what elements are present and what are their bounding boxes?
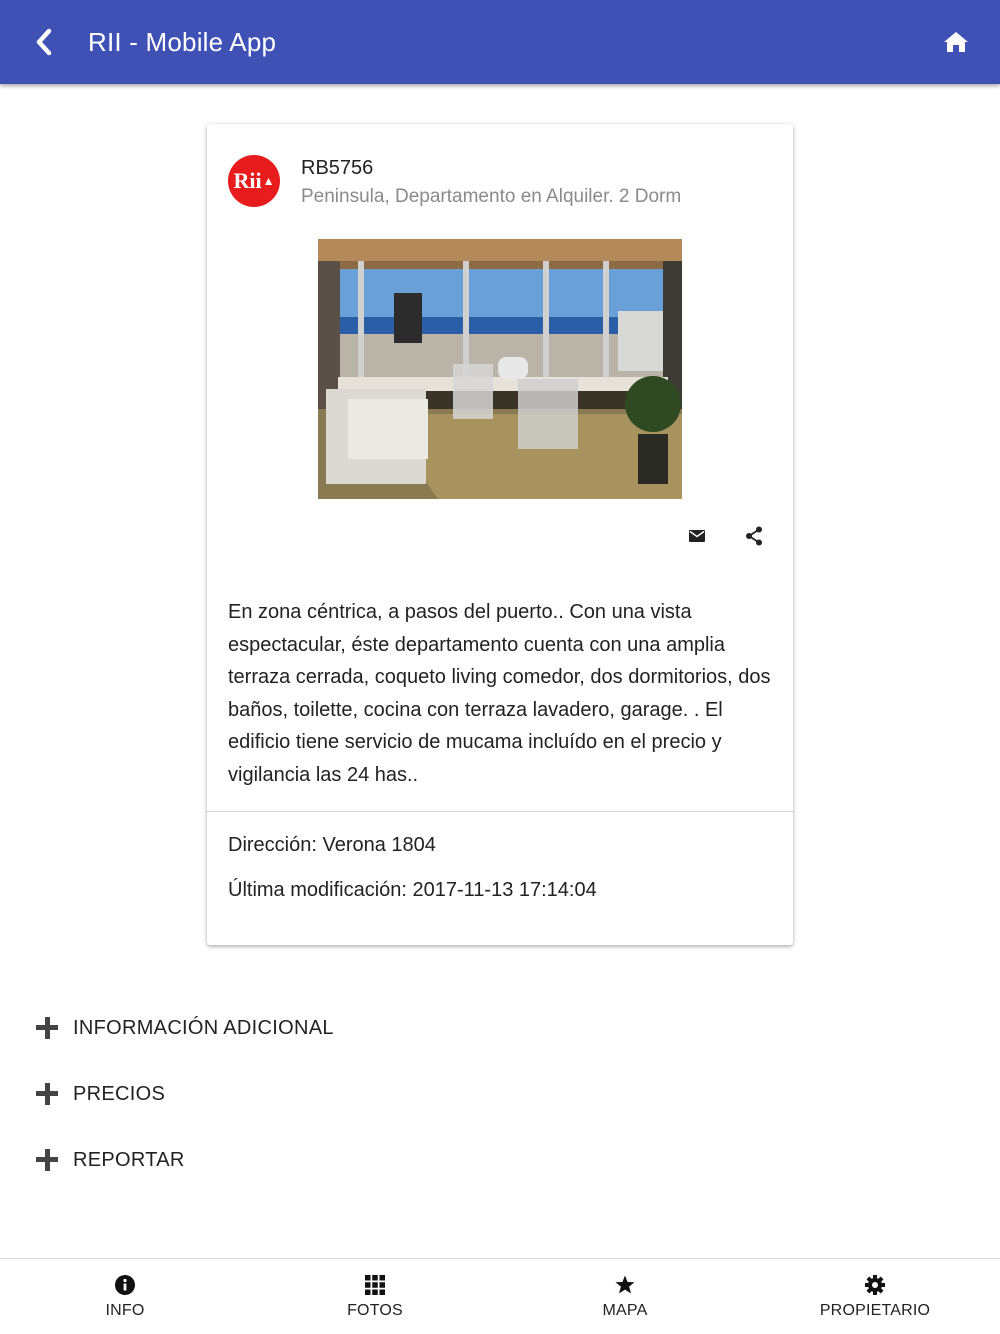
accordion-label: INFORMACIÓN ADICIONAL bbox=[73, 1016, 334, 1039]
star-icon bbox=[615, 1275, 635, 1295]
mail-icon bbox=[689, 530, 705, 542]
tab-label: FOTOS bbox=[347, 1302, 403, 1319]
tab-label: INFO bbox=[105, 1302, 145, 1319]
tab-label: MAPA bbox=[602, 1302, 648, 1319]
plus-icon bbox=[36, 1017, 58, 1039]
card-header bbox=[228, 155, 681, 208]
tab-mapa[interactable] bbox=[500, 1259, 750, 1334]
accordion-label: PRECIOS bbox=[73, 1082, 166, 1105]
tab-info[interactable] bbox=[0, 1259, 250, 1334]
plus-icon bbox=[36, 1149, 58, 1171]
info-icon bbox=[115, 1275, 135, 1295]
listing-address: Dirección: Verona 1804 bbox=[228, 834, 436, 856]
app-title: RII - Mobile App bbox=[88, 26, 277, 57]
logo-text: Rii bbox=[233, 168, 262, 193]
accordion-reportar[interactable] bbox=[36, 1145, 185, 1175]
avatar bbox=[228, 155, 280, 207]
listing-code: RB5756 bbox=[301, 157, 374, 179]
listing-description: En zona céntrica, a pasos del puerto.. Con una vista espectacular, éste departamento cuenta con una amplia terraza cerrada, coqueto living comedor, dos dormitorios, dos baños, toilette, cocina con terraza lavadero, garage. . El edificio tiene servicio de mucama incluído en el precio y vigilancia las 24 has.. bbox=[228, 601, 771, 786]
accordion-informacion-adicional[interactable] bbox=[36, 1013, 334, 1043]
tab-propietario[interactable] bbox=[750, 1259, 1000, 1334]
listing-subtitle: Peninsula, Departamento en Alquiler. 2 Dorm bbox=[301, 186, 682, 207]
share-icon bbox=[745, 526, 763, 546]
home-icon bbox=[943, 31, 969, 53]
listing-photo[interactable] bbox=[318, 239, 682, 499]
share-button[interactable] bbox=[740, 522, 768, 550]
grid-icon bbox=[365, 1275, 385, 1295]
mail-button[interactable] bbox=[683, 522, 711, 550]
tab-fotos[interactable] bbox=[250, 1259, 500, 1334]
card-actions bbox=[207, 522, 793, 550]
back-button[interactable] bbox=[0, 0, 88, 84]
chevron-left-icon bbox=[34, 28, 54, 56]
terrace-photo bbox=[318, 239, 682, 499]
gear-icon bbox=[865, 1275, 885, 1295]
listing-modified: Última modificación: 2017-11-13 17:14:04 bbox=[228, 879, 597, 901]
plus-icon bbox=[36, 1083, 58, 1105]
roof-icon: ▲ bbox=[262, 173, 275, 188]
accordion-precios[interactable] bbox=[36, 1079, 165, 1109]
bottom-nav bbox=[0, 1258, 1000, 1334]
tab-label: PROPIETARIO bbox=[819, 1302, 931, 1319]
accordion-label: REPORTAR bbox=[73, 1148, 185, 1171]
card-divider bbox=[207, 811, 793, 812]
home-button[interactable] bbox=[940, 26, 972, 58]
listing-card bbox=[207, 124, 793, 945]
app-bar bbox=[0, 0, 1000, 84]
